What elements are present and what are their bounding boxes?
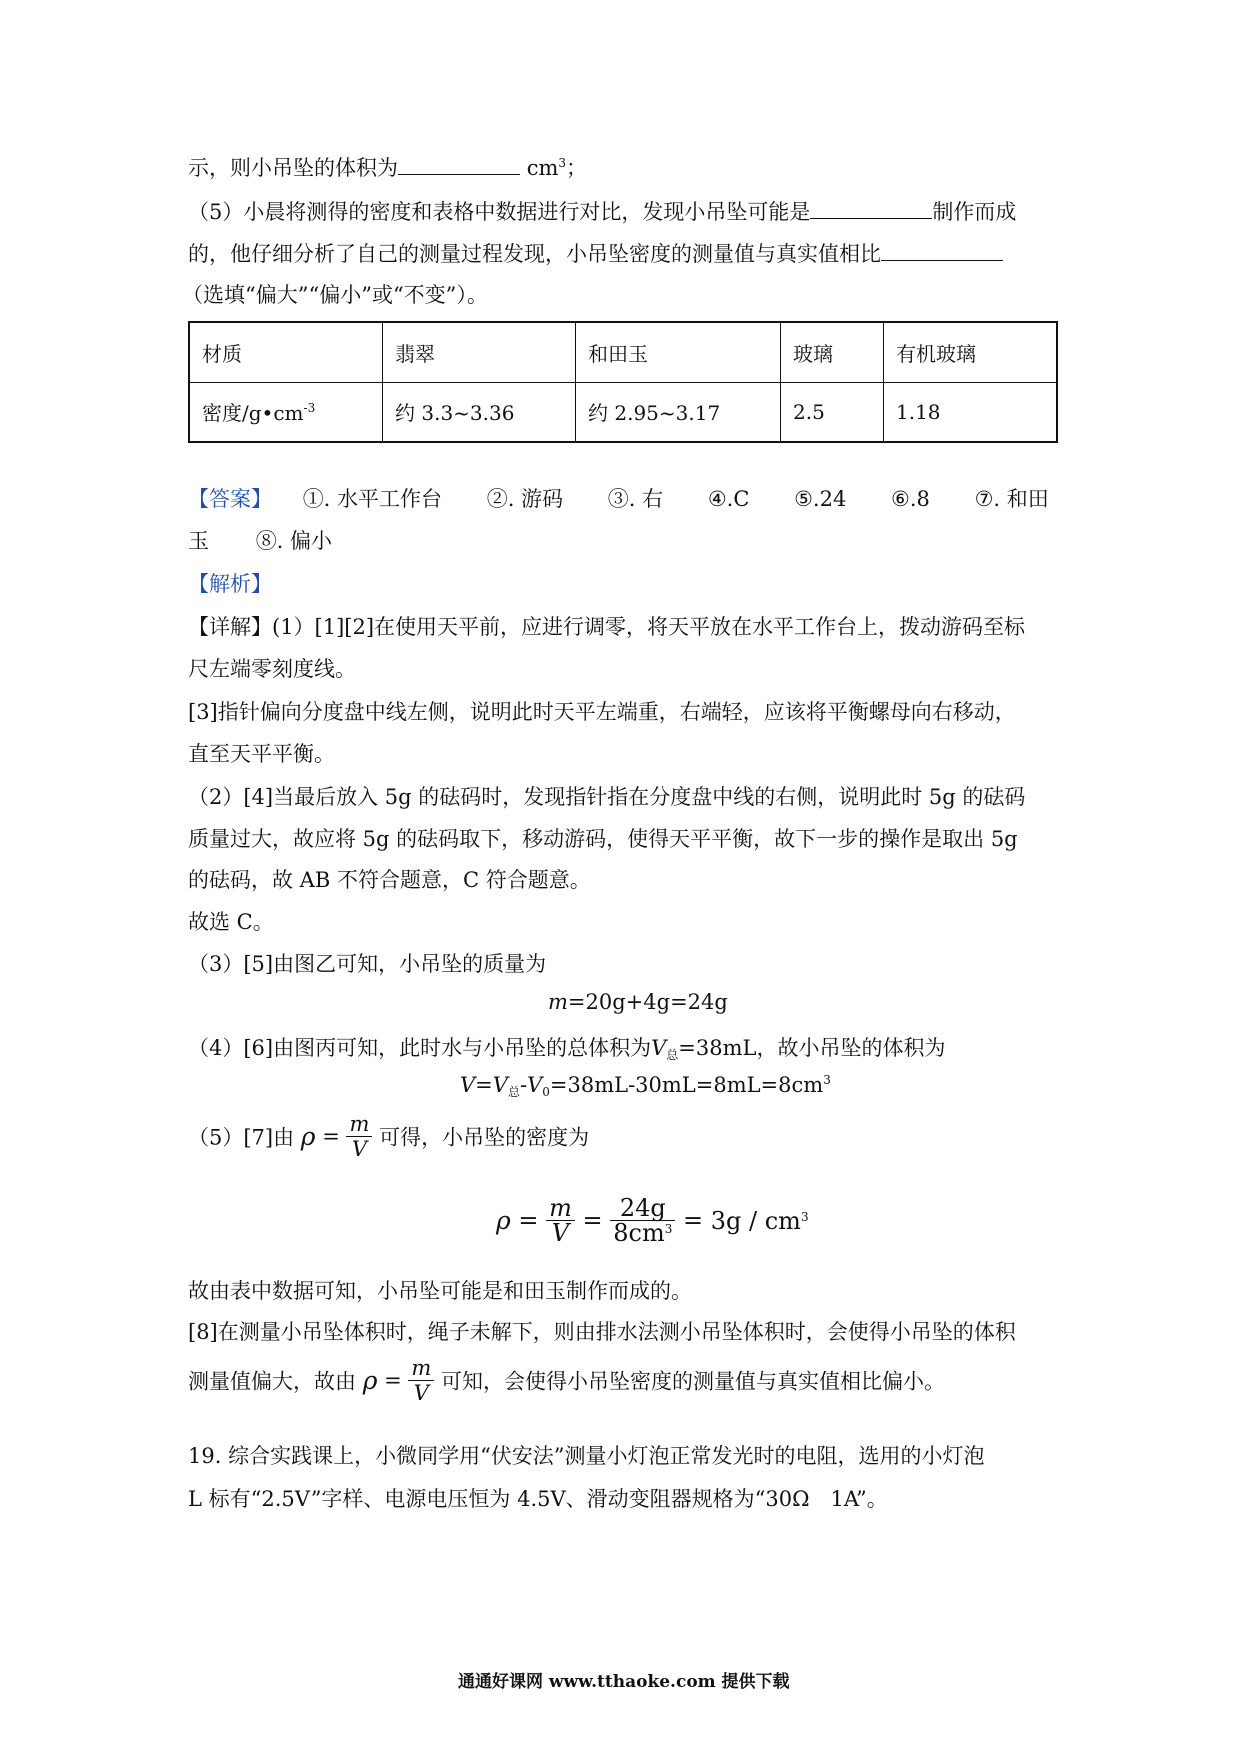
answer-line-2: [188, 525, 332, 555]
fraction-m-over-v: $\frac{m}{V}$: [346, 1112, 372, 1161]
equation-density: ρ = $\frac{m}{V}$ = $\frac{24g}{8cm^3}$ = $3g / cm^3$: [496, 1194, 809, 1247]
analysis-text: 测量值偏大，故由 ρ = $\frac{m}{V}$ 可知，会使得小吊坠密度的测量值与真实值相比偏小。: [188, 1356, 945, 1405]
unit-text: cm: [526, 156, 559, 180]
answer-item: ②. 游码: [486, 487, 564, 511]
table-header-cell: 有机玻璃: [884, 322, 1058, 382]
line-q5: [188, 196, 1016, 226]
analysis-text: [8]在测量小吊坠体积时，绳子未解下，则由排水法测小吊坠体积时，会使得小吊坠的体积: [188, 1320, 1016, 1344]
analysis-tag: 【解析】: [188, 572, 272, 596]
answer-blank: [881, 259, 1003, 261]
answer-line: [188, 483, 1058, 513]
text: 制作而成: [932, 200, 1017, 224]
question-19: 19. 综合实践课上，小微同学用“伏安法”测量小灯泡正常发光时的电阻，选用的小灯泡: [188, 1444, 985, 1468]
analysis-text: （3）[5]由图乙可知，小吊坠的质量为: [188, 952, 547, 976]
analysis-text: 【详解】(1）[1][2]在使用天平前，应进行调零，将天平放在水平工作台上，拨动游码至标: [188, 615, 1026, 639]
analysis-text: 的砝码，故 AB 不符合题意，C 符合题意。: [188, 868, 591, 892]
table-header-cell: 翡翠: [383, 322, 576, 382]
fraction-m-over-v: $\frac{m}{V}$: [408, 1356, 434, 1405]
density-table: [188, 321, 1058, 443]
analysis-text: （2）[4]当最后放入 5g 的砝码时，发现指针指在分度盘中线的右侧，说明此时 5g 的砝码: [188, 785, 1026, 809]
answer-blank: [810, 217, 932, 219]
text: （5）小晨将测得的密度和表格中数据进行对比，发现小吊坠可能是: [188, 200, 811, 224]
analysis-text: （4）[6]由图丙可知，此时水与小吊坠的总体积为$V_总=38mL$，故小吊坠的体积为: [188, 1036, 946, 1062]
answer-blank: [398, 173, 520, 175]
analysis-text: 直至天平平衡。: [188, 742, 335, 766]
line-options: [182, 279, 488, 309]
answer-item: ⑤.24: [794, 487, 847, 511]
analysis-text: 质量过大，故应将 5g 的砝码取下，移动游码，使得天平平衡，故下一步的操作是取出 5g: [188, 827, 1018, 851]
analysis-text: [3]指针偏向分度盘中线左侧，说明此时天平左端重，右端轻，应该将平衡螺母向右移动，: [188, 700, 1016, 724]
analysis-text: 故选 C。: [188, 910, 274, 934]
analysis-text: 尺左端零刻度线。: [188, 657, 356, 681]
line-volume-blank: [188, 152, 587, 182]
text: ；: [566, 156, 588, 180]
table-cell: 约 3.3~3.36: [383, 382, 576, 442]
analysis-text: （5）[7]由 ρ = $\frac{m}{V}$ 可得，小吊坠的密度为: [188, 1112, 590, 1161]
equation-volume: $V=V_总-V_0=38mL-30mL=8mL=8cm^3$: [460, 1073, 831, 1099]
unit-sup: 3: [558, 156, 567, 170]
table-cell: 2.5: [781, 382, 884, 442]
table-row: [189, 382, 1057, 442]
fraction-m-over-v: $\frac{m}{V}$: [546, 1196, 575, 1245]
page-footer: 通通好课网 www.tthaoke.com 提供下载: [458, 1672, 790, 1692]
table-header-cell: 和田玉: [576, 322, 781, 382]
table-header-cell: 材质: [189, 322, 383, 382]
answer-item: 玉: [188, 529, 209, 553]
answer-item: ③. 右: [607, 487, 664, 511]
table-header-row: [189, 322, 1057, 382]
table-row-label: 密度$/g•cm^{-3}$: [189, 382, 383, 442]
equation-mass: m=20g+4g=24g: [548, 990, 728, 1014]
question-19-cont: L 标有“2.5V”字样、电源电压恒为 4.5V、滑动变阻器规格为“30Ω 1A”。: [188, 1487, 888, 1511]
answer-item: ⑦. 和田: [974, 487, 1049, 511]
fraction-values: $\frac{24g}{8cm^3}$: [610, 1196, 675, 1245]
table-cell: 1.18: [884, 382, 1058, 442]
table-header-cell: 玻璃: [781, 322, 884, 382]
text: （选填“偏大”“偏小”或“不变”）。: [182, 283, 488, 307]
answer-tag: 【答案】: [188, 487, 272, 511]
answer-item: ④.C: [707, 487, 750, 511]
text: 的，他仔细分析了自己的测量过程发现，小吊坠密度的测量值与真实值相比: [188, 242, 881, 266]
answer-item: ⑧. 偏小: [255, 529, 333, 553]
text: 示，则小吊坠的体积为: [188, 156, 398, 180]
analysis-text: 故由表中数据可知，小吊坠可能是和田玉制作而成的。: [188, 1279, 692, 1303]
answer-item: ①. 水平工作台: [302, 487, 443, 511]
table-cell: 约 2.95~3.17: [576, 382, 781, 442]
line-q5-cont: [188, 238, 1003, 268]
answer-item: ⑥.8: [891, 487, 930, 511]
